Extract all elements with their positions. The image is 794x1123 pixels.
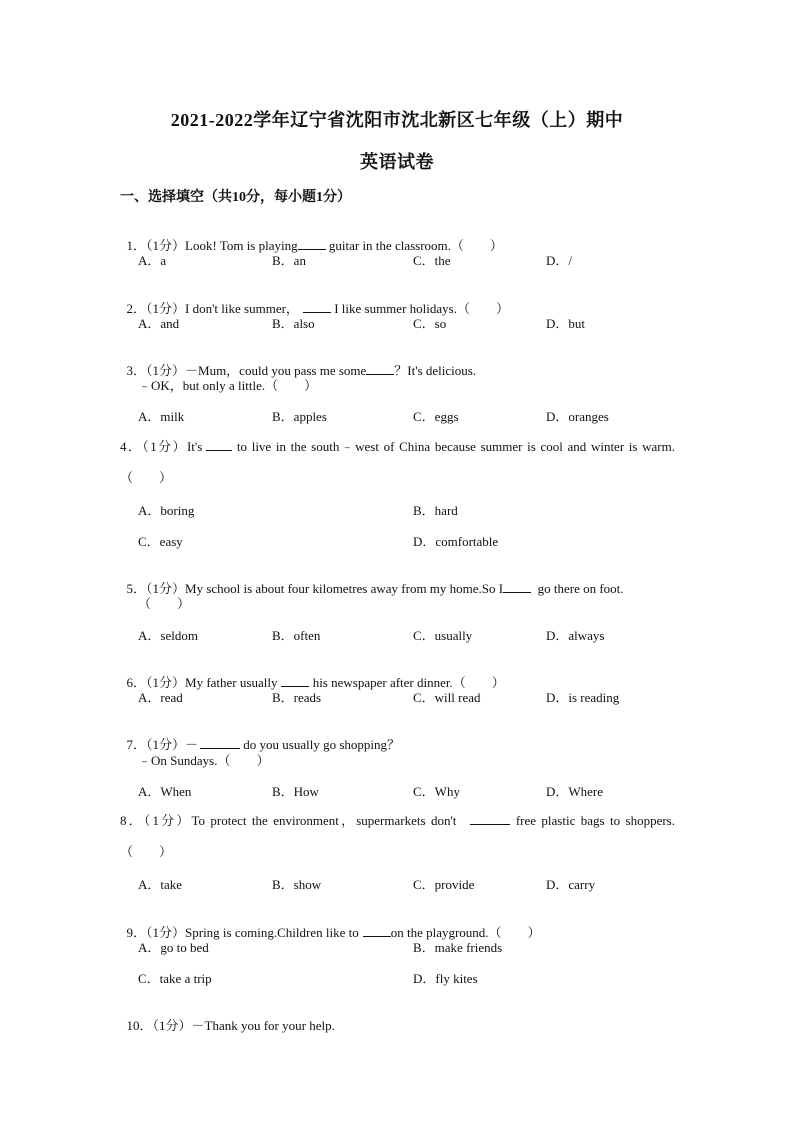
question-text: My father usually (185, 675, 278, 690)
answer-blank (298, 237, 326, 250)
option-a: A．go to bed (138, 940, 209, 955)
option-a: A．boring (138, 503, 195, 518)
option-b: B．make friends (413, 940, 503, 955)
question-number: 1．（1分） (126, 238, 186, 253)
answer-blank (200, 736, 240, 749)
option-b: B．How (272, 784, 319, 799)
question-4 (120, 431, 675, 493)
option-a: A．seldom (138, 628, 198, 643)
option-c: C．Why (413, 784, 460, 799)
question-text: Spring is coming.Children like to (185, 925, 359, 940)
question-text: I like summer holidays.（ ） (330, 301, 509, 316)
option-d: D．oranges (546, 409, 609, 424)
option-b: B．apples (272, 409, 327, 424)
option-c: C．so (413, 316, 447, 331)
question-number: 6．（1分） (126, 675, 186, 690)
question-5 (120, 562, 624, 597)
question-text: guitar in the classroom.（ ） (325, 238, 503, 253)
answer-blank (206, 438, 232, 451)
option-a: A．milk (138, 409, 185, 424)
option-d: D．but (546, 316, 586, 331)
option-b: B．also (272, 316, 315, 331)
question-text: on the playground.（ ） (390, 925, 541, 940)
question-3 (120, 344, 476, 379)
question-number: 10．（1分） (126, 1018, 192, 1033)
option-d: D．always (546, 628, 605, 643)
question-8 (120, 805, 675, 867)
question-number: 4．（1分） (120, 439, 187, 454)
option-d: D．is reading (546, 690, 620, 705)
answer-blank (470, 812, 510, 825)
exam-title-line1: 2021-2022学年辽宁省沈阳市沈北新区七年级（上）期中 (170, 110, 624, 130)
option-b: B．hard (413, 503, 458, 518)
answer-blank (303, 300, 331, 313)
answer-blank (366, 362, 394, 375)
question-text: his newspaper after dinner.（ ） (309, 675, 505, 690)
answer-blank (503, 580, 531, 593)
option-b: B．often (272, 628, 321, 643)
option-b: B．reads (272, 690, 322, 705)
answer-blank (363, 924, 391, 937)
option-a: A．When (138, 784, 192, 799)
question-10 (120, 999, 335, 1034)
section-heading: 一、选择填空（共10分，每小题1分） (120, 190, 351, 205)
question-text: －Thank you for your help. (191, 1018, 335, 1033)
question-text: go there on foot. (531, 581, 624, 596)
question-5-line2: （ ） (138, 596, 191, 611)
question-7 (120, 718, 400, 753)
option-d: D．/ (546, 253, 573, 268)
option-c: C．provide (413, 877, 475, 892)
question-1 (120, 219, 503, 254)
question-text: do you usually go shopping？ (240, 737, 401, 752)
question-text: － (185, 737, 199, 752)
question-9 (120, 906, 541, 941)
option-d: D．Where (546, 784, 604, 799)
option-a: A．take (138, 877, 183, 892)
option-c: C．eggs (413, 409, 459, 424)
option-c: C．will read (413, 690, 481, 705)
question-number: 5．（1分） (126, 581, 186, 596)
question-text: It's (186, 439, 203, 454)
question-text: ？It's delicious. (394, 363, 477, 378)
question-7-line2: ﹣On Sundays.（ ） (138, 753, 270, 768)
question-text: free plastic bags to shoppers.（ ） (120, 813, 675, 859)
question-number: 8．（1分） (120, 813, 192, 828)
option-d: D．comfortable (413, 534, 499, 549)
exam-title-line2: 英语试卷 (360, 152, 434, 172)
question-text: My school is about four kilometres away from my home.So I (185, 581, 504, 596)
option-b: B．show (272, 877, 322, 892)
question-2 (120, 282, 509, 317)
option-a: A．and (138, 316, 180, 331)
option-a: A．read (138, 690, 183, 705)
question-number: 2．（1分） (126, 301, 186, 316)
question-text: To protect the environment，supermarkets don't (191, 813, 457, 828)
option-b: B．an (272, 253, 306, 268)
question-text: Look! Tom is playing (185, 238, 298, 253)
option-c: C．take a trip (138, 971, 212, 986)
option-a: A．a (138, 253, 167, 268)
question-3-line2: ﹣OK，but only a little.（ ） (138, 378, 318, 393)
option-d: D．carry (546, 877, 596, 892)
question-6 (120, 656, 505, 691)
question-number: 3．（1分） (126, 363, 186, 378)
option-d: D．fly kites (413, 971, 478, 986)
option-c: C．the (413, 253, 451, 268)
option-c: C．easy (138, 534, 183, 549)
question-number: 7．（1分） (126, 737, 186, 752)
answer-blank (281, 674, 309, 687)
question-text: －Mum，could you pass me some (185, 363, 367, 378)
question-text: I don't like summer， (185, 301, 299, 316)
question-number: 9．（1分） (126, 925, 186, 940)
question-text: to live in the south﹣west of China because summer is cool and winter is warm.（ ） (120, 439, 675, 485)
option-c: C．usually (413, 628, 473, 643)
